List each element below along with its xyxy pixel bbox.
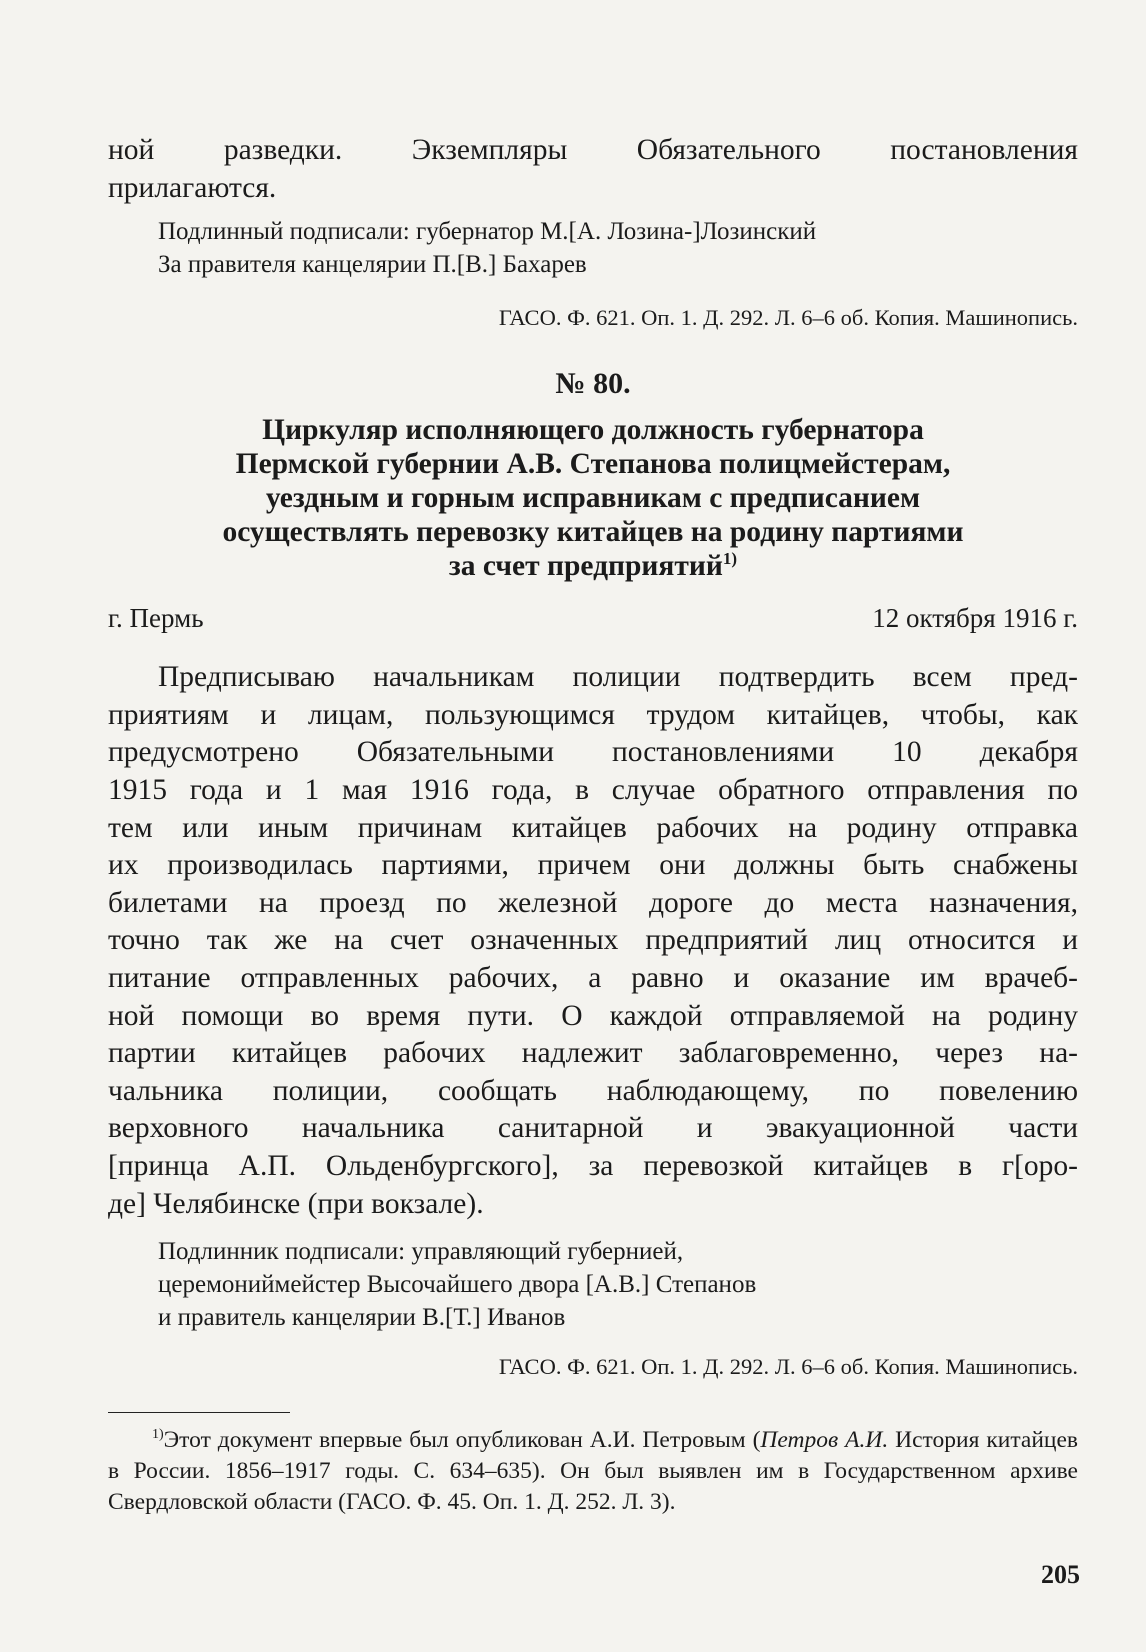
- body-line: партии китайцев рабочих надлежит заблаговременно, через на-: [108, 1037, 1078, 1070]
- title-line: Циркуляр исполняющего должность губернатора: [262, 414, 924, 447]
- body-line: их производилась партиями, причем они должны быть снабжены: [108, 849, 1078, 882]
- body-line: ной помощи во время пути. О каждой отправляемой на родину: [108, 999, 1078, 1032]
- signature-bottom: [158, 1235, 1078, 1334]
- footnote-text-start: Этот документ впервые был опубликован А.И. Петровым (: [163, 1427, 761, 1454]
- signature-line: церемониймейстер Высочайшего двора [А.В.] Степанов: [158, 1271, 757, 1299]
- carryover-paragraph: [108, 132, 1078, 207]
- date: 12 октября 1916 г.: [872, 603, 1078, 634]
- body-line: 1915 года и 1 мая 1916 года, в случае обратного отправления по: [108, 773, 1078, 806]
- signature-line: За правителя канцелярии П.[В.] Бахарев: [158, 251, 587, 279]
- footnote-italic-author: Петров А.И.: [760, 1427, 889, 1454]
- title-last-text: за счет предприятий: [448, 550, 723, 583]
- body-line: чальника полиции, сообщать наблюдающему, по повелению: [108, 1074, 1078, 1107]
- body-line: де] Челябинске (при вокзале).: [108, 1187, 484, 1220]
- body-line: [принца А.П. Ольденбургского], за перевозкой китайцев в г[оро-: [108, 1149, 1078, 1182]
- body-line: питание отправленных рабочих, а равно и оказание им врачеб-: [108, 961, 1078, 994]
- document-number: № 80.: [555, 367, 631, 401]
- body-line: тем или иным причинам китайцев рабочих на родину отправка: [108, 811, 1078, 844]
- body-line: приятиям и лицам, пользующимся трудом китайцев, чтобы, как: [108, 698, 1078, 731]
- footnote-reference: 1): [722, 549, 738, 569]
- signature-top: [158, 215, 1078, 281]
- footnote: [108, 1425, 1078, 1518]
- place: г. Пермь: [108, 603, 204, 634]
- carryover-line: прилагаются.: [108, 171, 277, 204]
- signature-line: Подлинный подписали: губернатор М.[А. Лозина-]Лозинский: [158, 218, 817, 246]
- footnote-mark: 1): [152, 1427, 164, 1443]
- title-line: [108, 549, 1078, 583]
- body-line: Предписываю начальникам полиции подтвердить всем пред-: [158, 661, 1078, 694]
- signature-line: Подлинник подписали: управляющий губернией,: [158, 1238, 684, 1266]
- title-line: Пермской губернии А.В. Степанова полицмейстерам,: [235, 448, 951, 481]
- place-date-row: [108, 601, 1078, 635]
- archive-source-bottom: ГАСО. Ф. 621. Оп. 1. Д. 292. Л. 6–6 об. Копия. Машинопись.: [498, 1354, 1078, 1380]
- page-number: 205: [1041, 1560, 1080, 1589]
- body-line: билетами на проезд по железной дороге до места назначения,: [108, 886, 1078, 919]
- archive-source-top: ГАСО. Ф. 621. Оп. 1. Д. 292. Л. 6–6 об. Копия. Машинопись.: [498, 305, 1078, 331]
- carryover-line: ной разведки. Экземпляры Обязательного постановления: [108, 134, 1078, 166]
- body-line: верховного начальника санитарной и эвакуационной части: [108, 1112, 1078, 1145]
- title-line: уездным и горным исправникам с предписанием: [265, 482, 921, 515]
- signature-line: и правитель канцелярии В.[Т.] Иванов: [158, 1304, 566, 1332]
- title-line: осуществлять перевозку китайцев на родину партиями: [222, 516, 964, 549]
- page-body: [108, 132, 1078, 1518]
- body-line: точно так же на счет означенных предприятий лиц относится и: [108, 924, 1078, 957]
- main-paragraph: [108, 659, 1078, 1223]
- footnote-text-end: История китайцев в России. 1856–1917 годы. С. 634–635). Он был выявлен им в Государственном архиве Свердловской области (ГАСО. Ф. 45. Оп. 1. Д. 252. Л. 3).: [108, 1427, 1079, 1516]
- body-line: предусмотрено Обязательными постановлениями 10 декабря: [108, 736, 1078, 769]
- document-title: [108, 413, 1078, 583]
